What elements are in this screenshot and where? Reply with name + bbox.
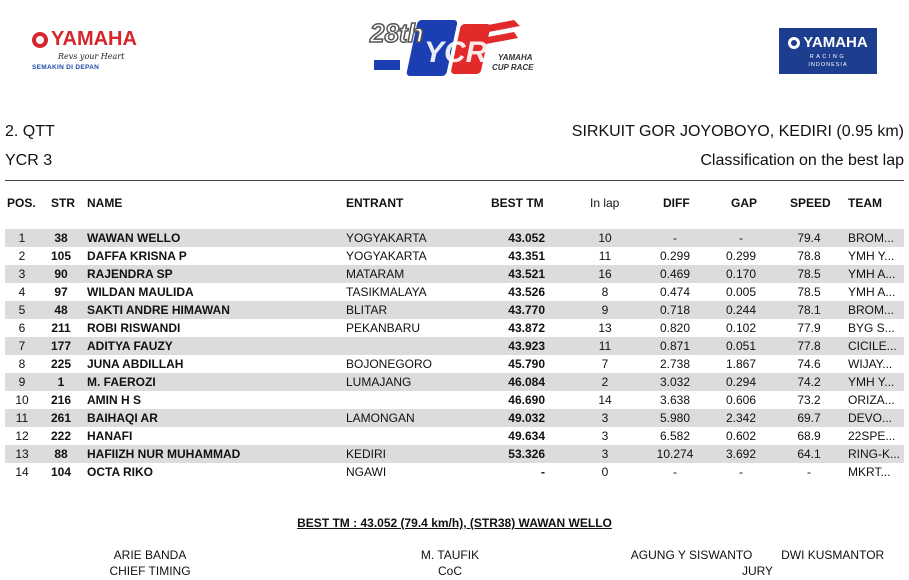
ycr-caption-2: CUP RACE: [492, 63, 534, 72]
table-row: 14 104 OCTA RIKO NGAWI - 0 - - - MKRT...: [15, 465, 891, 479]
chief-timing-signature: ARIE BANDA CHIEF TIMING: [109, 548, 191, 578]
table-row: 2 105 DAFFA KRISNA P YOGYAKARTA 43.351 11 0.299 0.299 78.8 YMH Y...: [18, 249, 895, 263]
race-class: YCR 3: [5, 152, 53, 169]
table-row: 5 48 SAKTI ANDRE HIMAWAN BLITAR 43.770 9 0.718 0.244 78.1 BROM...: [5, 301, 904, 319]
tuning-fork-icon: [788, 37, 800, 49]
table-row: 10 216 AMIN H S 46.690 14 3.638 0.606 73.2 ORIZA...: [15, 393, 895, 407]
yamaha-tagline: SEMAKIN DI DEPAN: [32, 64, 100, 71]
tuning-fork-icon: [32, 32, 48, 48]
col-header-team: TEAM: [848, 196, 882, 210]
circuit-name: SIRKUIT GOR JOYOBOYO, KEDIRI (0.95 km): [571, 123, 904, 140]
table-row: 8 225 JUNA ABDILLAH BOJONEGORO 45.790 7 2.738 1.867 74.6 WIJAY...: [18, 357, 893, 371]
col-header-lap: In lap: [590, 196, 620, 210]
col-header-name: NAME: [87, 196, 123, 210]
table-row: 12 222 HANAFI 49.634 3 6.582 0.602 68.9 22SPE...: [15, 429, 896, 443]
yamaha-logo-left: [32, 28, 142, 78]
yamaha-racing-logo: YAMAHA RACING INDONESIA: [779, 28, 877, 74]
ycr-logo-graphic: [364, 10, 542, 82]
table-row: 7 177 ADITYA FAUZY 43.923 11 0.871 0.051 77.8 CICILE...: [5, 337, 904, 355]
col-header-speed: SPEED: [790, 196, 831, 210]
col-header-gap: GAP: [731, 196, 758, 210]
header-divider: [5, 180, 904, 181]
col-header-entrant: ENTRANT: [346, 196, 404, 210]
col-header-diff: DIFF: [663, 196, 690, 210]
col-header-best: BEST TM: [491, 196, 544, 210]
ycr-logo: [364, 10, 542, 82]
yamaha-slogan: Revs your Heart: [58, 52, 125, 61]
coc-signature: M. TAUFIK CoC: [420, 548, 480, 578]
table-row: 3 90 RAJENDRA SP MATARAM 43.521 16 0.469 0.170 78.5 YMH A...: [5, 265, 904, 283]
ycr-caption-1: YAMAHA: [498, 53, 533, 62]
table-row: 11 261 BAIHAQI AR LAMONGAN 49.032 3 5.980 2.342 69.7 DEVO...: [5, 409, 904, 427]
col-header-pos: POS.: [7, 196, 36, 210]
table-row: 9 1 M. FAEROZI LUMAJANG 46.084 2 3.032 0.294 74.2 YMH Y...: [5, 373, 904, 391]
table-row: 4 97 WILDAN MAULIDA TASIKMALAYA 43.526 8 0.474 0.005 78.5 YMH A...: [18, 285, 896, 299]
table-row: 6 211 ROBI RISWANDI PEKANBARU 43.872 13 0.820 0.102 77.9 BYG S...: [18, 321, 895, 335]
yamaha-brand: YAMAHA: [32, 28, 142, 51]
table-row: 13 88 HAFIIZH NUR MUHAMMAD KEDIRI 53.326 3 10.274 3.692 64.1 RING-K...: [5, 445, 904, 463]
jury-signature: AGUNG Y SISWANTO DWI KUSMANTOR JURY: [630, 548, 885, 578]
ycr-letters: YCR: [424, 36, 488, 69]
racing-label: RACING: [809, 54, 847, 60]
results-table: [5, 229, 904, 481]
col-header-str: STR: [51, 196, 75, 210]
table-row: 1 38 WAWAN WELLO YOGYAKARTA 43.052 10 - - 79.4 BROM...: [5, 229, 904, 247]
best-lap-summary: BEST TM : 43.052 (79.4 km/h), (STR38) WAWAN WELLO: [297, 516, 612, 530]
edition-text: 28th: [370, 18, 424, 48]
session-title: 2. QTT: [5, 123, 55, 140]
indonesia-label: INDONESIA: [808, 62, 848, 68]
classification-label: Classification on the best lap: [700, 152, 904, 169]
